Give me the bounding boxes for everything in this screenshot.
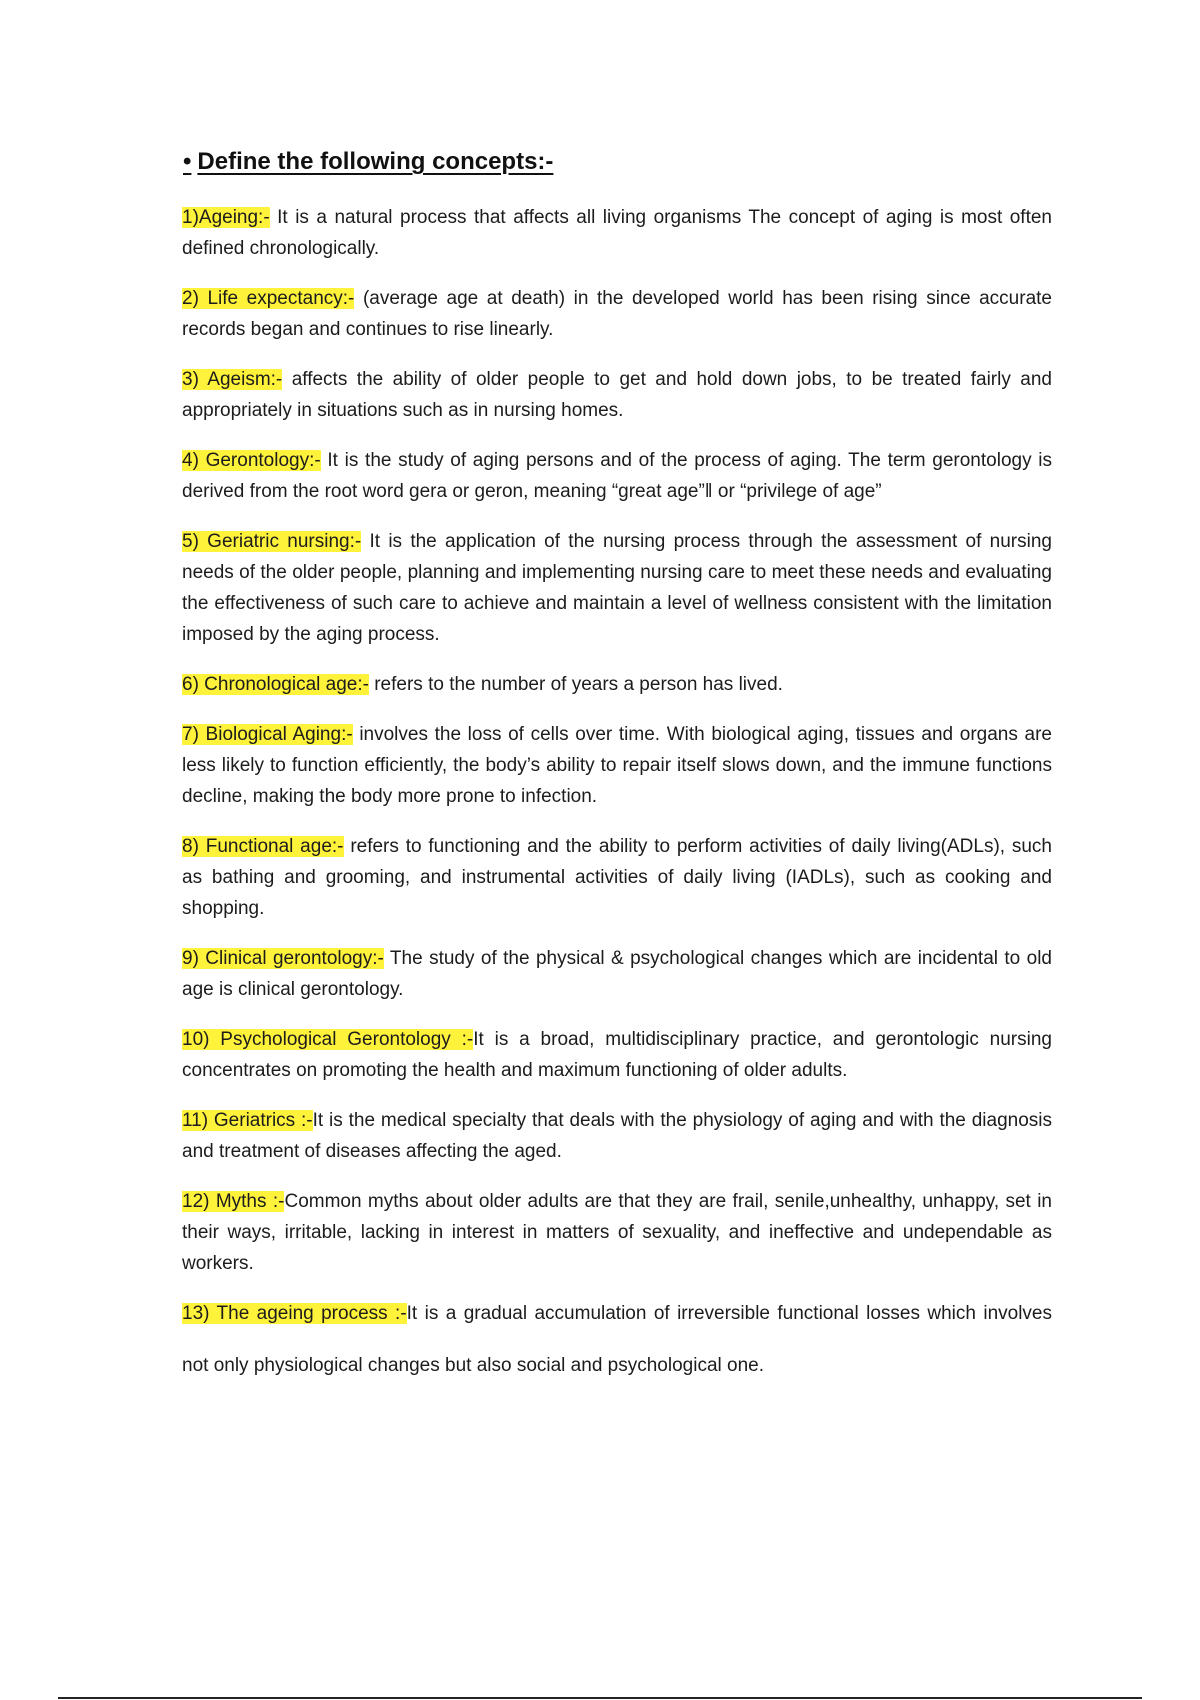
- definition-text: It is a natural process that affects all living organisms The concept of aging is most often defined chronologically.: [182, 207, 1052, 259]
- highlighted-term: 6) Chronological age:-: [182, 674, 369, 695]
- highlighted-term: 7) Biological Aging:-: [182, 724, 353, 745]
- highlighted-term: 12) Myths :-: [182, 1191, 285, 1212]
- definition-text: The study of the physical & psychological changes which are incidental to old age is clinical gerontology.: [182, 948, 1053, 1000]
- highlighted-term: 13) The ageing process :-: [182, 1303, 407, 1324]
- heading-title: Define the following concepts:-: [197, 148, 554, 175]
- definition-item-ageing-process: [182, 1288, 1052, 1392]
- highlighted-term: 8) Functional age:-: [182, 836, 344, 857]
- highlighted-term: 3) Ageism:-: [182, 369, 283, 390]
- definition-text: affects the ability of older people to get and hold down jobs, to be treated fairly and appropriately in situations such as in nursing homes.: [182, 369, 1053, 421]
- definitions-list: [182, 202, 1052, 1411]
- definition-text: refers to functioning and the ability to perform activities of daily living(ADLs), such as bathing and grooming, and instrumental activities of daily living (IADLs), such as cooking and shopping.: [182, 836, 1052, 919]
- definition-text: Common myths about older adults are that they are frail, senile,unhealthy, unhappy, set in their ways, irritable, lacking in interest in matters of sexuality, and ineffective and undependable as workers.: [182, 1191, 1052, 1274]
- definition-text: It is a gradual accumulation of irreversible functional losses which involves not only physiological changes but also social and psychological one.: [182, 1303, 1052, 1376]
- definition-item-clinical-gerontology: [182, 943, 1052, 1005]
- definition-item-biological-aging: [182, 719, 1052, 812]
- definition-item-geriatrics: [182, 1105, 1052, 1167]
- definition-item-psychological-gerontology: [182, 1024, 1052, 1086]
- definition-item-functional-age: [182, 831, 1052, 924]
- highlighted-term: 9) Clinical gerontology:-: [182, 948, 384, 969]
- highlighted-term: 10) Psychological Gerontology :-: [182, 1029, 474, 1050]
- highlighted-term: 2) Life expectancy:-: [182, 288, 355, 309]
- definition-text: involves the loss of cells over time. With biological aging, tissues and organs are less likely to function efficiently, the body’s ability to repair itself slows down, and the immune functions decline, making the body more prone to infection.: [182, 724, 1052, 807]
- definition-item-geriatric-nursing: [182, 526, 1052, 650]
- section-heading: [183, 148, 553, 176]
- definition-text: It is a broad, multidisciplinary practice, and gerontologic nursing concentrates on promoting the health and maximum functioning of older adults.: [182, 1029, 1052, 1081]
- highlighted-term: 1)Ageing:-: [182, 207, 270, 228]
- definition-text: It is the study of aging persons and of the process of aging. The term gerontology is derived from the root word gera or geron, meaning “great age”‖ or “privilege of age”: [182, 450, 1052, 502]
- highlighted-term: 4) Gerontology:-: [182, 450, 321, 471]
- definition-item-ageing: [182, 202, 1052, 264]
- definition-text: It is the application of the nursing process through the assessment of nursing needs of the older people, planning and implementing nursing care to meet these needs and evaluating the effectiveness of such care to achieve and maintain a level of wellness consistent with the limitation imposed by the aging process.: [182, 531, 1052, 645]
- definition-text: refers to the number of years a person has lived.: [368, 674, 783, 695]
- definition-text: It is the medical specialty that deals with the physiology of aging and with the diagnosis and treatment of diseases affecting the aged.: [182, 1110, 1052, 1162]
- definition-item-gerontology: [182, 445, 1052, 507]
- highlighted-term: 5) Geriatric nursing:-: [182, 531, 362, 552]
- definition-item-ageism: [182, 364, 1052, 426]
- definition-text: (average age at death) in the developed world has been rising since accurate records began and continues to rise linearly.: [182, 288, 1052, 340]
- bullet-icon: •: [183, 148, 192, 175]
- definition-item-life-expectancy: [182, 283, 1052, 345]
- highlighted-term: 11) Geriatrics :-: [182, 1110, 313, 1131]
- definition-item-chronological-age: [182, 669, 1052, 700]
- definition-item-myths: [182, 1186, 1052, 1279]
- page-bottom-rule: [58, 1697, 1142, 1699]
